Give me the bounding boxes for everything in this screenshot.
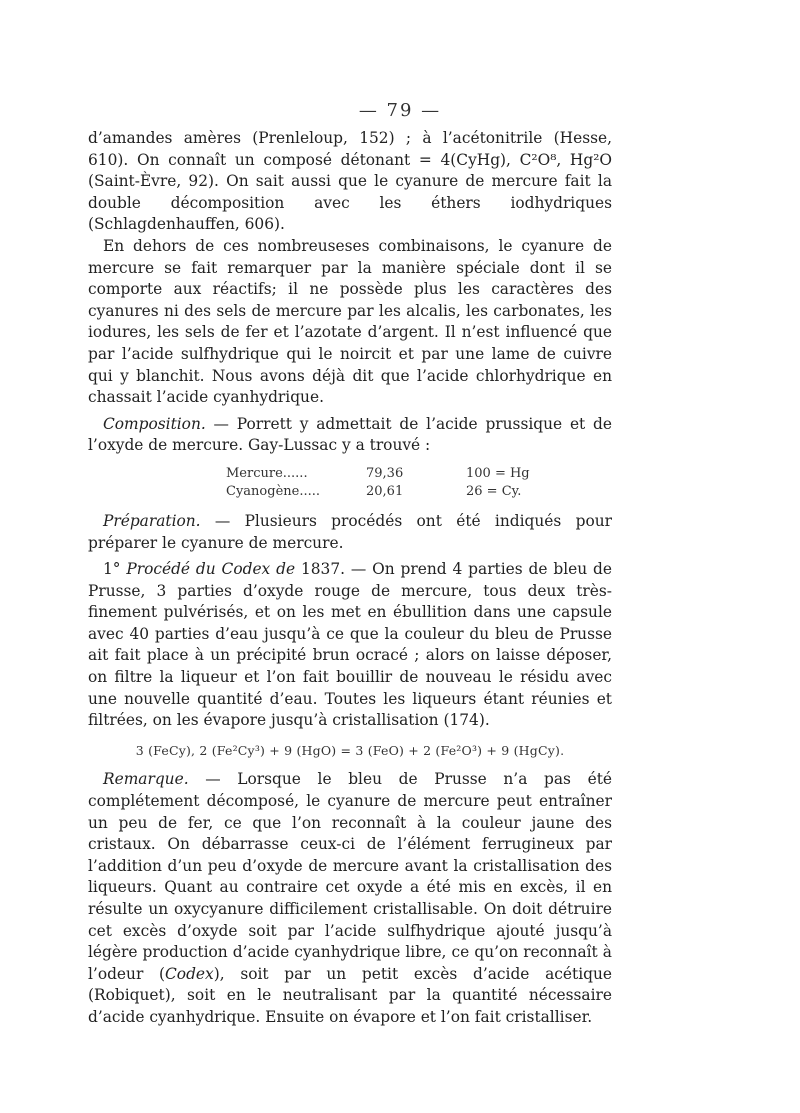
procedure-heading: Procédé du Codex de xyxy=(126,560,296,579)
preparation-text: — Plusieurs procédés ont été indiqués pour préparer le cyanure de mercure. xyxy=(88,511,612,552)
remarque-heading: Remarque. xyxy=(103,770,189,789)
body-text xyxy=(88,128,612,1029)
paragraph-codex-procedure xyxy=(88,559,612,732)
page-number: — 79 — xyxy=(358,100,442,121)
component-value: 79,36 xyxy=(366,465,404,481)
procedure-year: 1837. xyxy=(295,560,346,579)
paragraph-remarque xyxy=(88,769,612,1028)
component-equivalent: 100 = Hg xyxy=(466,465,530,481)
component-equivalent: 26 = Cy. xyxy=(466,483,522,499)
procedure-number: 1° xyxy=(103,560,127,579)
paragraph-2: En dehors de ces nombreuseses combinaisons, le cyanure de mercure se fait remarquer par la manière spéciale dont il se comporte aux réactifs; il ne possède plus les caractères des cyanures ni des sels de mercure par les alcalis, les carbonates, les iodures, les sels de fer et l’azotate d’argent. Il n’est influencé que par l’acide sulfhydrique qui le noircit et par une lame de cuivre qui y blanchit. Nous avons déjà dit que l’acide chlorhydrique en chassait l’acide cyanhydrique. xyxy=(88,236,612,407)
remarque-text-a: — Lorsque le bleu de Prusse n’a pas été complétement décomposé, le cyanure de mercure peut entraîner un peu de fer, ce que l’on reconnaît à la couleur jaune des cristaux. On débarrasse ceux-ci de l’élément ferrugineux par l’addition d’un peu d’oxyde de mercure avant la cristallisation des liqueurs. Quant au contraire cet oxyde a été mis en excès, il en résulte un oxycyanure difficilement cristallisable. On doit détruire cet excès d’oxyde soit par l’acide sulfhydrique ajouté jusqu’à légère production d’acide cyanhydrique libre, ce qu’on reconnaît à l’odeur ( xyxy=(88,770,612,983)
remarque-text-b: ), soit par un petit excès d’acide acétique (Robiquet), soit en le neutralisant par la quantité nécessaire d’acide cyanhydrique. Ensuite on évapore et l’on fait cristalliser. xyxy=(88,964,612,1026)
paragraph-composition xyxy=(88,414,612,457)
paragraph-1: d’amandes amères (Prenleloup, 152) ; à l’acétonitrile (Hesse, 610). On connaît un composé détonant = 4(CyHg), C²O⁸, Hg²O (Saint-Èvre, 92). On sait aussi que le cyanure de mercure fait la double décomposition avec les éthers iodhydriques (Schlagdenhauffen, 606). xyxy=(88,129,612,234)
component-name: Cyanogène..... xyxy=(226,483,320,499)
composition-text: — Porrett y admettait de l’acide prussique et de l’oxyde de mercure. Gay-Lussac y a trouvé : xyxy=(88,414,612,455)
table-row xyxy=(88,483,612,501)
codex-reference: Codex xyxy=(165,964,214,983)
component-value: 20,61 xyxy=(366,483,404,499)
chemical-formula: 3 (FeCy), 2 (Fe²Cy³) + 9 (HgO) = 3 (FeO) + 2 (Fe²O³) + 9 (HgCy). xyxy=(135,742,565,758)
table-row xyxy=(88,465,612,483)
procedure-text: — On prend 4 parties de bleu de Prusse, 3 parties d’oxyde rouge de mercure, tous deux très-finement pulvérisés, et on les met en ébullition dans une capsule avec 40 parties d’eau jusqu’à ce que la couleur du bleu de Prusse ait fait place à un précipité brun ocracé ; alors on laisse déposer, on filtre la liqueur et l’on fait bouillir de nouveau le résidu avec une nouvelle quantité d’eau. Toutes les liqueurs étant réunies et filtrées, on les évapore jusqu’à cristallisation (174). xyxy=(88,560,613,730)
composition-table xyxy=(88,465,612,501)
composition-heading: Composition. xyxy=(103,414,206,433)
paragraph-preparation xyxy=(88,511,612,554)
preparation-heading: Préparation. xyxy=(103,511,201,530)
component-name: Mercure...... xyxy=(226,465,308,481)
